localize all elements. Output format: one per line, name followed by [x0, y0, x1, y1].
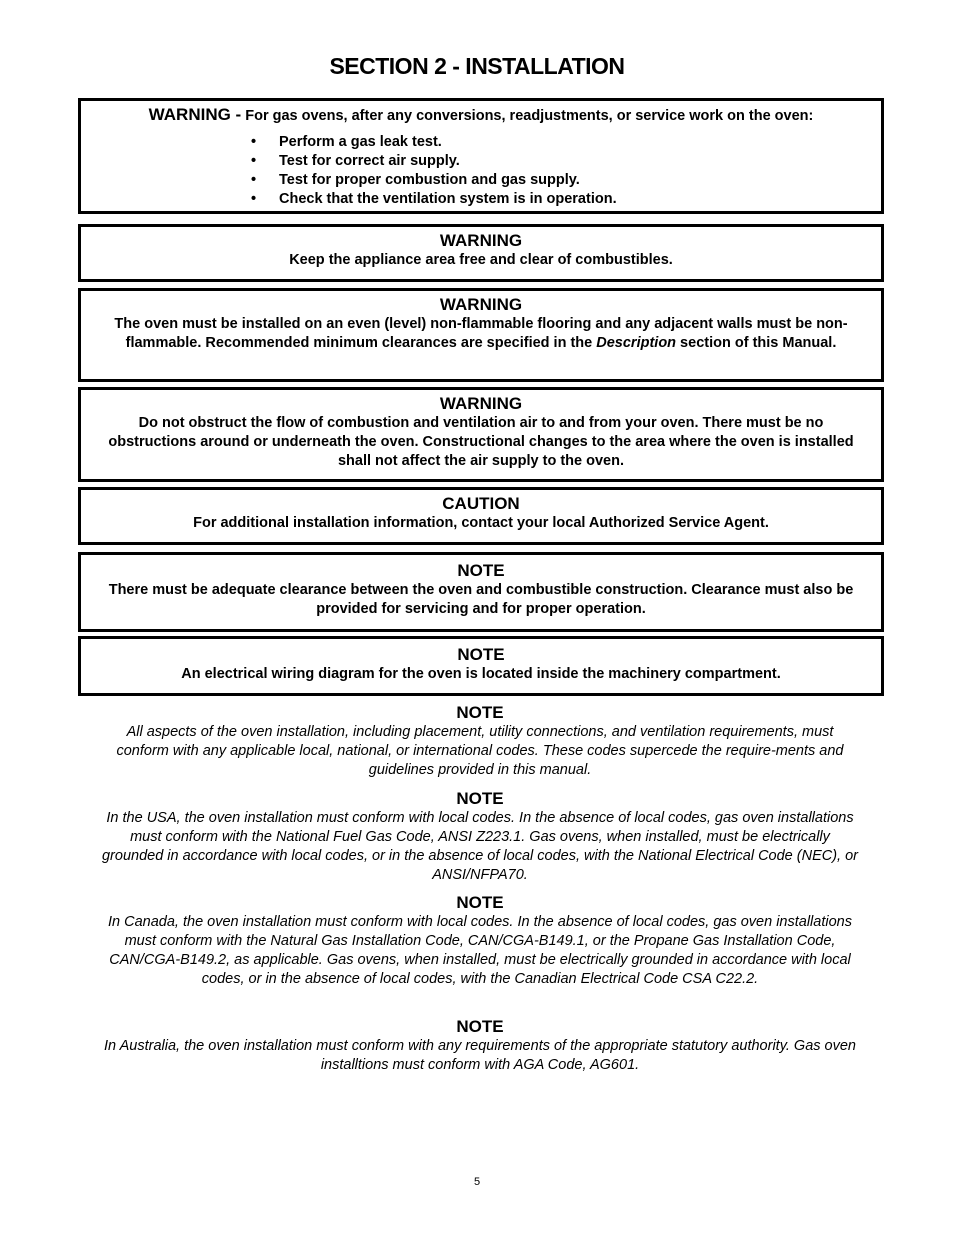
bullet-icon: • [251, 153, 257, 169]
box-text: There must be adequate clearance between the oven and combustible construction. Clearance must also be provided for servicing and for proper operation. [108, 582, 854, 617]
note-text: In Canada, the oven installation must conform with local codes. In the absence of local codes, gas oven installations must conform with the Natural Gas Installation Code, CAN/CGA-B149.1, or the Propane Gas Installation Code, CAN/CGA-B149.2, as applicable. Gas ovens, when installed, must be electrically grounded in accordance with local codes, or in the absence of local codes, with the Canadian Electrical Code CSA C22.2. [108, 914, 852, 987]
description-reference: Description [596, 335, 677, 351]
warning-lead: WARNING - [148, 105, 242, 124]
caution-box [78, 487, 884, 545]
box-heading: CAUTION [442, 494, 520, 513]
warning-box-combustibles [78, 224, 884, 282]
note-text: In the USA, the oven installation must conform with local codes. In the absence of local codes, gas oven installations must conform with the National Fuel Gas Code, ANSI Z223.1. Gas ovens, when installed, must be electrically grounded in accordance with local codes, or in the absence of local codes, with the National Electrical Code (NEC), or ANSI/NFPA70. [101, 810, 858, 883]
note-codes [100, 702, 860, 780]
note-box-clearance [78, 552, 884, 632]
warning-lead-text: For gas ovens, after any conversions, readjustments, or service work on the oven: [245, 108, 814, 124]
box-text: Do not obstruct the flow of combustion and ventilation air to and from your oven. There must be no obstructions around or underneath the oven. Constructional changes to the area where the oven is installed shall not affect the air supply to the oven. [108, 415, 854, 469]
list-item: • Perform a gas leak test. [251, 134, 442, 150]
list-item: • Test for proper combustion and gas supply. [251, 172, 580, 188]
box-text: Keep the appliance area free and clear of combustibles. [289, 252, 673, 268]
note-heading: NOTE [456, 703, 504, 722]
box-heading: WARNING [439, 295, 523, 314]
warning-box-air-flow [78, 387, 884, 482]
note-heading: NOTE [456, 1017, 504, 1036]
section-title: SECTION 2 - INSTALLATION [329, 53, 625, 79]
box-text: For additional installation information, contact your local Authorized Service Agent. [193, 515, 769, 531]
note-box-wiring [78, 636, 884, 696]
bullet-icon: • [251, 191, 257, 207]
note-australia [100, 1016, 860, 1075]
gas-checklist [81, 133, 881, 209]
warning-headline [81, 101, 881, 125]
note-text: In Australia, the oven installation must conform with any requirements of the appropriate statutory authority. Gas oven installtions must conform with AGA Code, AG601. [104, 1038, 856, 1073]
note-heading: NOTE [456, 893, 504, 912]
list-item: • Test for correct air supply. [251, 153, 460, 169]
page-number: 5 [473, 1176, 481, 1188]
box-text: An electrical wiring diagram for the oven is located inside the machinery compartment. [181, 666, 781, 682]
note-canada [100, 892, 860, 989]
box-heading: WARNING [439, 231, 523, 250]
box-text: The oven must be installed on an even (level) non-flammable flooring and any adjacent walls must be non-flammable. Recommended minimum clearances are specified in the Description section of this Manual. [114, 316, 848, 351]
warning-box-flooring [78, 288, 884, 382]
note-heading: NOTE [456, 789, 504, 808]
note-text: All aspects of the oven installation, including placement, utility connections, and ventilation requirements, must conform with any applicable local, national, or international codes. These codes supercede the require-ments and guidelines provided in this manual. [116, 724, 844, 778]
note-usa [100, 788, 860, 885]
bullet-icon: • [251, 172, 257, 188]
warning-box-gas-service [78, 98, 884, 214]
box-heading: NOTE [457, 645, 505, 664]
list-item: • Check that the ventilation system is in operation. [251, 191, 617, 207]
box-heading: WARNING [439, 394, 523, 413]
box-heading: NOTE [457, 561, 505, 580]
bullet-icon: • [251, 134, 257, 150]
